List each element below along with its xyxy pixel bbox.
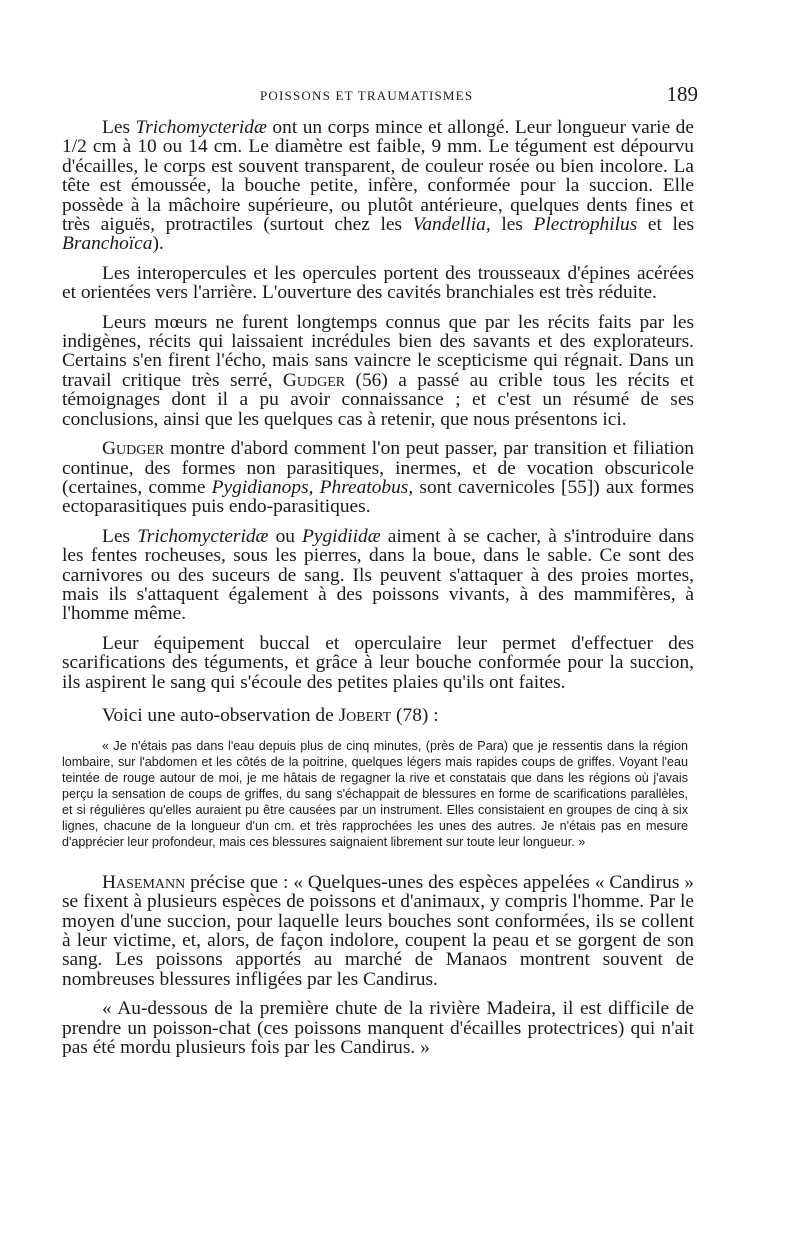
- page-number: 189: [666, 82, 698, 106]
- block-quote: « Je n'étais pas dans l'eau depuis plus de cinq minutes, (près de Para) que je ressentis dans la région lombaire, sur l'abdomen et les côtés de la poitrine, quelques légers mais rapides coups de griffes. Voyant l'eau teintée de rouge autour de moi, je me hâtais de regagner la rive et constatais que dans les régions où j'avais perçu la sensation de coups de griffes, du sang s'échappait de blessures en forme de scarifications parallèles, et si régulières qu'elles auraient pu être causées par un instrument. Elles consistaient en groupes de cinq à six lignes, chacune de la longueur d'un cm. et très rapprochées les unes des autres. Je n'étais pas en mesure d'apprécier leur profondeur, mais ces blessures saignaient librement sur toute leur longueur. »: [62, 739, 688, 849]
- running-title: POISSONS ET TRAUMATISMES: [260, 88, 474, 103]
- paragraph-moeurs: Leurs mœurs ne furent longtemps connus que par les récits faits par les indigènes, récits qui laissaient incrédules bien des savants et des explorateurs. Certains s'en firent l'écho, mais sans vaincre le scepticisme qui régnait. Dans un travail critique très serré, Gudger (56) a passé au crible tous les récits et témoignages dont il a pu avoir connaissance ; et c'est un résumé de ses conclusions, ainsi que les quelques cas à retenir, que nous présentons ici.: [62, 311, 694, 430]
- taxon-name: Trichomycteridæ: [135, 117, 267, 138]
- paragraph-opercules: Les interopercules et les opercules portent des trousseaux d'épines acérées et orientées vers l'arrière. L'ouverture des cavités branchiales est très réduite.: [62, 262, 694, 304]
- paragraph-anatomy: Les Trichomycteridæ ont un corps mince et allongé. Leur longueur varie de 1/2 cm à 10 ou 14 cm. Le diamètre est faible, 9 mm. Le tégument est dépourvu d'écailles, le corps est souvent transparent, de couleur rosée ou bien incolore. La tête est émoussée, la bouche petite, infère, conformée pour la succion. Elle possède à la mâchoire supérieure, ou plutôt antérieure, quelques dents fines et très aiguës, protractiles (surtout chez les Vandellia, les Plectrophilus et les Branchoïca).: [62, 117, 694, 255]
- paragraph-equipement: Leur équipement buccal et operculaire leur permet d'effectuer des scarifications des téguments, et grâce à leur bouche conformée pour la succion, ils aspirent le sang qui s'écoule des petites plaies qu'ils ont faites.: [62, 632, 694, 693]
- page-header: [62, 82, 700, 112]
- taxon-name: Pygidiidæ: [302, 525, 381, 547]
- paragraph-madeira: « Au-dessous de la première chute de la rivière Madeira, il est difficile de prendre un poisson-chat (ces poissons manquent d'écailles protectrices) qui n'ait pas été mordu plusieurs fois par les Candirus. »: [62, 998, 694, 1058]
- paragraph-habitat: Les Trichomycteridæ ou Pygidiidæ aiment à se cacher, à s'introduire dans les fentes rocheuses, sous les pierres, dans la boue, dans le sable. Ce sont des carnivores ou des suceurs de sang. Ils peuvent s'attaquer à des proies mortes, mais ils s'attaquent également à des poissons vivants, à des mammifères, à l'homme même.: [62, 525, 694, 625]
- taxon-name: Branchoïca: [62, 233, 153, 255]
- paragraph-gudger: Gudger montre d'abord comment l'on peut passer, par transition et filiation continue, des formes non parasitiques, inermes, et de vocation obscuricole (certaines, comme Pygidianops, Phreatobus, sont cavernicoles [55]) aux formes ectoparasitiques puis endo-parasitiques.: [62, 438, 694, 518]
- taxon-name: Pygidianops, Phreatobus,: [211, 476, 414, 498]
- taxon-name: Trichomycteridæ: [137, 525, 269, 547]
- page-body: [62, 118, 694, 1067]
- author-name: Jobert: [338, 704, 392, 726]
- taxon-name: Vandellia,: [412, 214, 491, 236]
- author-name: Gudger: [282, 369, 346, 391]
- paragraph-intro-quote: Voici une auto-observation de Jobert (78) :: [102, 704, 439, 726]
- paragraph-hasemann: Hasemann précise que : « Quelques-unes des espèces appelées « Candirus » se fixent à plusieurs espèces de poissons et d'animaux, y compris l'homme. Par le moyen d'une succion, pour laquelle leurs bouches sont conformées, ils se collent à leur victime, et, alors, de façon indolore, coupent la peau et se gorgent de son sang. Les poissons apportés au marché de Manaos montrent souvent de nombreuses blessures infligées par les Candirus.: [62, 871, 694, 990]
- author-name: Gudger: [102, 438, 165, 460]
- author-name: Hasemann: [102, 871, 186, 893]
- taxon-name: Plectrophilus: [533, 214, 638, 236]
